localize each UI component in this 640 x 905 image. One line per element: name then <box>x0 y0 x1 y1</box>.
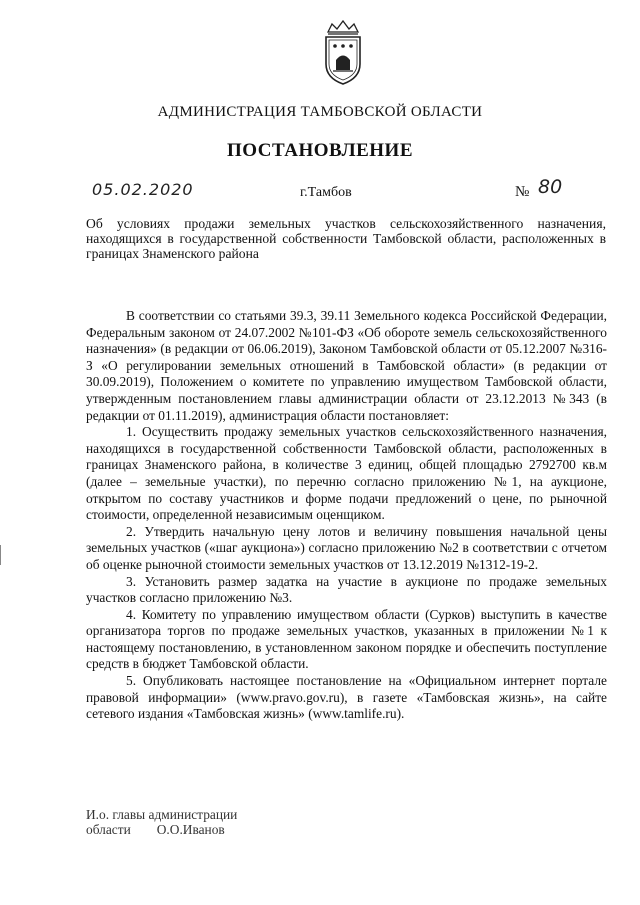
clause-paragraph: 2. Утвердить начальную цену лотов и величину повышения начальной цены земельных участков («шаг аукциона») согласно приложению №2 в соответствии с отчетом об оценке рыночной стоимости земельных участков от 13.12.2019 №1312-19-2. <box>86 523 607 572</box>
number-label: № <box>515 184 530 200</box>
document-number: 80 <box>538 176 563 198</box>
clause-paragraph: 3. Установить размер задатка на участие в аукционе по продаже земельных участков согласно приложению №3. <box>86 573 607 606</box>
document-type: ПОСТАНОВЛЕНИЕ <box>226 140 414 161</box>
clause-paragraph: 5. Опубликовать настоящее постановление на «Официальном интернет портале правовой информации» (www.pravo.gov.ru), в газете «Тамбовская жизнь», на сайте сетевого издания «Тамбовская жизнь» (www.tamlife.ru). <box>86 673 607 722</box>
scan-edge-mark <box>0 545 1 565</box>
signatory-title-cont: области <box>86 822 131 837</box>
document-subject: Об условиях продажи земельных участков сельскохозяйственного назначения, находящихся в государственной собственности Тамбовской области, расположенных в границах Знаменского района <box>86 216 606 261</box>
clause-paragraph: 4. Комитету по управлению имуществом области (Сурков) выступить в качестве организатора торгов по продаже земельных участков, указанных в приложении №1 к настоящему постановлению, в установленном законом порядке и обеспечить поступление средств в бюджет Тамбовской области. <box>86 606 607 672</box>
document-body <box>86 308 607 723</box>
signature-block <box>86 807 237 837</box>
signatory-title: И.о. главы администрации <box>86 807 238 822</box>
document-date: 05.02.2020 <box>92 180 194 199</box>
preamble-paragraph: В соответствии со статьями 39.3, 39.11 Земельного кодекса Российской Федерации, Федеральным законом от 24.07.2002 №101-ФЗ «Об обороте земель сельскохозяйственного назначения» (в редакции от 06.06.2019), Законом Тамбовской области от 05.12.2007 №316-З «О регулировании земельных отношений в Тамбовской области» (в редакции от 30.09.2019), Положением о комитете по управлению имуществом Тамбовской области, утвержденным постановлением главы администрации области от 23.12.2013 №343 (в редакции от 01.11.2019), администрация области постановляет: <box>86 308 607 423</box>
organization-name: АДМИНИСТРАЦИЯ ТАМБОВСКОЙ ОБЛАСТИ <box>157 104 483 120</box>
signatory-name: О.О.Иванов <box>156 822 225 837</box>
document-city: г.Тамбов <box>300 185 352 200</box>
clause-paragraph: 1. Осуществить продажу земельных участков сельскохозяйственного назначения, находящихся в государственной собственности Тамбовской области, расположенных в границах Знаменского района, в количестве 3 единиц, общей площадью 2792700 кв.м (далее – земельные участки), по перечню согласно приложению №1, на аукционе, открытом по составу участников и форме подачи предложений о цене, по рыночной стоимости, определенной независимым оценщиком. <box>86 424 607 523</box>
coat-of-arms-icon <box>318 18 368 88</box>
